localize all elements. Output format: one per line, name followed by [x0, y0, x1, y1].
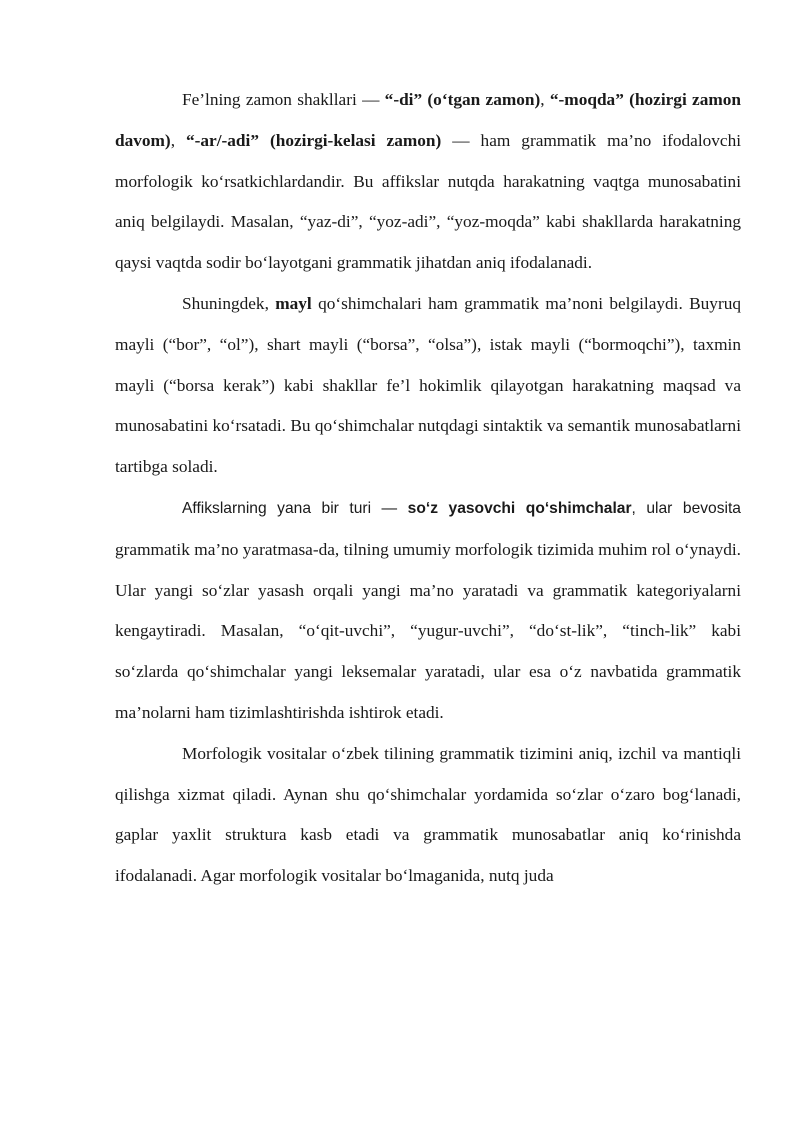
bold-term: so‘z yasovchi qo‘shimchalar	[407, 499, 632, 517]
bold-term: “-ar/-adi” (hozirgi-kelasi zamon)	[186, 130, 442, 150]
text-run: Morfologik vositalar o‘zbek tilining grammatik tizimini aniq, izchil va mantiqli qilishga xizmat qiladi. Aynan shu qo‘shimchalar yordamida so‘zlar o‘zaro bog‘lanadi, gaplar yaxlit struktura kasb etadi va grammatik munosabatlar aniq ko‘rinishda ifodalanadi. Agar morfologik vositalar bo‘lmaganida, nutq juda	[115, 743, 741, 886]
text-run: Fe’lning zamon shakllari —	[182, 90, 385, 109]
text-run: ,	[170, 130, 187, 150]
text-run: grammatik ma’no yaratmasa-da, tilning umumiy morfologik tizimida muhim rol o‘ynaydi. Ular yangi so‘zlar yasash orqali yangi ma’no yaratadi va grammatik kategoriyalarni kengaytiradi. Masalan, “o‘qit-uvchi”, “yugur-uvchi”, “do‘st-lik”, “tinch-lik” kabi so‘zlarda qo‘shimchalar yangi leksemalar yaratadi, ular esa o‘z navbatida grammatik ma’nolarni ham tizimlashtirishda ishtirok etadi.	[115, 539, 741, 722]
text-run: — ham grammatik ma’no ifodalovchi morfologik ko‘rsatkichlardandir. Bu affikslar nutqda harakatning vaqtga munosabatini aniq belgilaydi. Masalan, “yaz-di”, “yoz-adi”, “yoz-moqda” kabi shakllarda harakatning qaysi vaqtda sodir bo‘layotgani grammatik jihatdan aniq ifodalanadi.	[115, 130, 742, 273]
paragraph-morphological-means	[115, 734, 741, 897]
document-page	[115, 80, 741, 897]
paragraph-mood-suffixes	[115, 284, 741, 488]
text-run: Shuningdek,	[182, 293, 276, 313]
bold-term: “-moqda” (hozirgi zamon davom)	[115, 90, 742, 150]
text-run: , ular bevosita	[631, 499, 741, 517]
paragraph-word-forming-affixes	[115, 488, 741, 734]
text-run: Affikslarning yana bir turi —	[182, 499, 408, 517]
bold-term: “-di” (o‘tgan zamon)	[384, 90, 541, 109]
paragraph-tense-forms	[115, 80, 741, 284]
text-run: qo‘shimchalari ham grammatik ma’noni belgilaydi. Buyruq mayli (“bor”, “ol”), shart mayli (“borsa”, “olsa”), istak mayli (“bormoqchi”), taxmin mayli (“borsa kerak”) kabi shakllar fe’l hokimlik qilayotgan harakatning maqsad va munosabatini ko‘rsatadi. Bu qo‘shimchalar nutqdagi sintaktik va semantik munosabatlarni tartibga soladi.	[115, 293, 741, 477]
text-run: ,	[540, 90, 550, 109]
bold-term: mayl	[275, 293, 312, 313]
